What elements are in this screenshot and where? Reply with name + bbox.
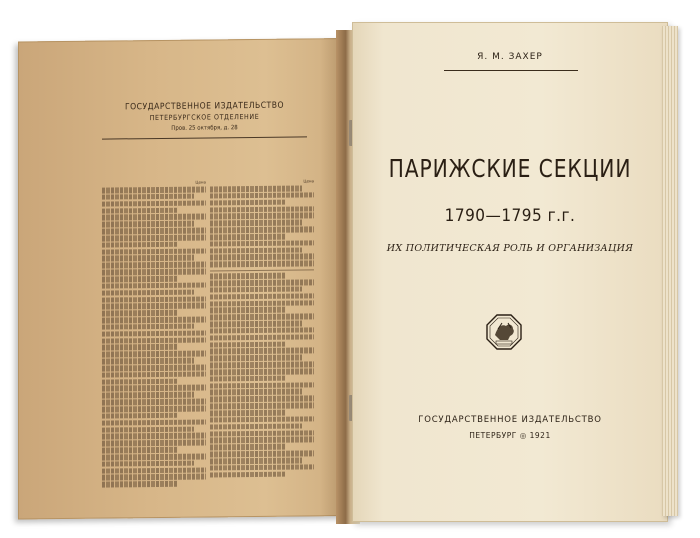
catalogue-entry <box>102 269 206 276</box>
catalogue-column-right <box>210 178 314 499</box>
author-name: Я. М. ЗАХЕР <box>477 52 543 62</box>
catalogue-entry <box>210 220 302 227</box>
catalogue-entry <box>102 289 194 296</box>
catalogue-entry <box>102 405 206 412</box>
catalogue-rule <box>102 136 307 139</box>
catalogue-entry <box>102 440 206 447</box>
catalogue-entry <box>210 226 314 233</box>
catalogue-entry <box>210 375 285 381</box>
catalogue-entry <box>210 314 314 321</box>
catalogue-entry <box>210 430 314 437</box>
catalogue-entry <box>210 286 302 293</box>
catalogue-entry <box>102 358 194 365</box>
catalogue-entry <box>210 368 314 375</box>
catalogue-entry <box>102 221 194 228</box>
catalogue-entry <box>102 303 206 310</box>
catalogue-entry <box>210 423 302 430</box>
right-page-title <box>352 22 668 522</box>
catalogue-entry <box>210 450 314 457</box>
left-page-cover <box>18 38 348 519</box>
catalogue-entry <box>102 447 177 453</box>
catalogue-entry <box>210 185 302 192</box>
catalogue-entry <box>102 371 206 378</box>
catalogue-entry <box>102 378 177 384</box>
publisher-emblem-icon <box>486 314 522 350</box>
book-title: ПАРИЖСКИЕ СЕКЦИИ <box>388 154 632 183</box>
catalogue-entry <box>102 474 206 481</box>
catalogue-entry <box>210 240 314 247</box>
catalogue-entry <box>210 254 314 261</box>
catalogue-entry <box>102 276 177 282</box>
catalogue-entry <box>210 382 314 389</box>
catalogue-entry <box>210 444 285 450</box>
catalogue-entry <box>102 399 206 406</box>
catalogue-entry <box>210 261 314 268</box>
catalogue-entry <box>102 460 194 467</box>
catalogue-entry <box>210 206 314 213</box>
catalogue-entry <box>102 351 206 358</box>
catalogue-entry <box>102 385 206 392</box>
catalogue-publisher: ГОСУДАРСТВЕННОЕ ИЗДАТЕЛЬСТВО <box>125 100 284 113</box>
catalogue-heading <box>102 100 307 139</box>
catalogue-entry <box>210 341 285 347</box>
catalogue-entry <box>210 279 314 286</box>
catalogue-entry <box>102 193 194 200</box>
catalogue-entry <box>102 453 206 460</box>
catalogue-entry <box>210 348 314 355</box>
catalogue-entry <box>210 321 302 328</box>
catalogue-entry <box>102 330 206 337</box>
catalogue-entry <box>210 213 314 220</box>
publisher-name: ГОСУДАРСТВЕННОЕ ИЗДАТЕЛЬСТВО <box>418 415 602 425</box>
catalogue-entry <box>102 207 177 213</box>
page-edges <box>662 26 678 516</box>
catalogue-entry <box>102 255 194 262</box>
catalogue-department: ПЕТЕРБУРГСКОЕ ОТДЕЛЕНИЕ <box>149 112 260 123</box>
catalogue-entry <box>102 310 177 316</box>
catalogue-entry <box>210 389 302 396</box>
catalogue-entry <box>210 355 302 362</box>
catalogue-entry <box>102 186 206 193</box>
catalogue-entry <box>102 282 206 289</box>
catalogue-address: Пров. 25 октября, д. 28 <box>171 124 238 132</box>
catalogue-entry <box>102 317 206 324</box>
catalogue-price-header: Цена <box>195 179 206 185</box>
catalogue-entry <box>102 392 194 399</box>
catalogue-entry <box>102 364 206 371</box>
catalogue-columns <box>102 178 314 500</box>
catalogue-entry <box>102 242 177 248</box>
catalogue-entry <box>102 433 206 440</box>
publication-place-year: ПЕТЕРБУРГ ◎ 1921 <box>469 431 551 440</box>
catalogue-price-header: Цена <box>303 178 314 184</box>
catalogue-entry <box>210 464 314 471</box>
catalogue-entry <box>102 467 206 474</box>
book-subtitle: ИХ ПОЛИТИЧЕСКАЯ РОЛЬ И ОРГАНИЗАЦИЯ <box>386 243 634 254</box>
catalogue-entry <box>102 234 206 241</box>
catalogue-entry <box>210 437 314 444</box>
catalogue-entry <box>102 344 177 350</box>
catalogue-entry <box>210 273 285 279</box>
catalogue-entry <box>102 337 206 344</box>
catalogue-entry <box>102 419 206 426</box>
catalogue-entry <box>210 192 314 199</box>
catalogue-entry <box>102 323 194 330</box>
catalogue-entry <box>102 426 194 433</box>
catalogue-entry <box>102 296 206 303</box>
author-rule <box>444 70 578 71</box>
book-years: 1790—1795 г.г. <box>444 206 576 226</box>
catalogue-entry <box>210 457 302 464</box>
catalogue-entry <box>102 413 177 419</box>
catalogue-entry <box>210 410 285 416</box>
catalogue-entry <box>210 403 314 410</box>
catalogue-entry <box>102 200 206 207</box>
catalogue-entry <box>210 416 314 423</box>
catalogue-entry <box>210 300 314 307</box>
catalogue-divider <box>210 269 314 271</box>
catalogue-entry <box>210 471 285 477</box>
catalogue-entry <box>210 293 314 300</box>
catalogue-entry <box>102 262 206 269</box>
catalogue-entry <box>210 327 314 334</box>
catalogue-entry <box>102 214 206 221</box>
catalogue-entry <box>210 307 285 313</box>
catalogue-entry <box>210 361 314 368</box>
catalogue-entry <box>210 199 285 205</box>
catalogue-entry <box>102 248 206 255</box>
catalogue-entry <box>210 334 314 341</box>
catalogue-entry <box>210 396 314 403</box>
catalogue-entry <box>102 228 206 235</box>
catalogue-column-left <box>102 179 206 500</box>
catalogue-entry <box>210 247 302 254</box>
catalogue-entry <box>102 481 177 487</box>
catalogue-entry <box>210 234 285 240</box>
